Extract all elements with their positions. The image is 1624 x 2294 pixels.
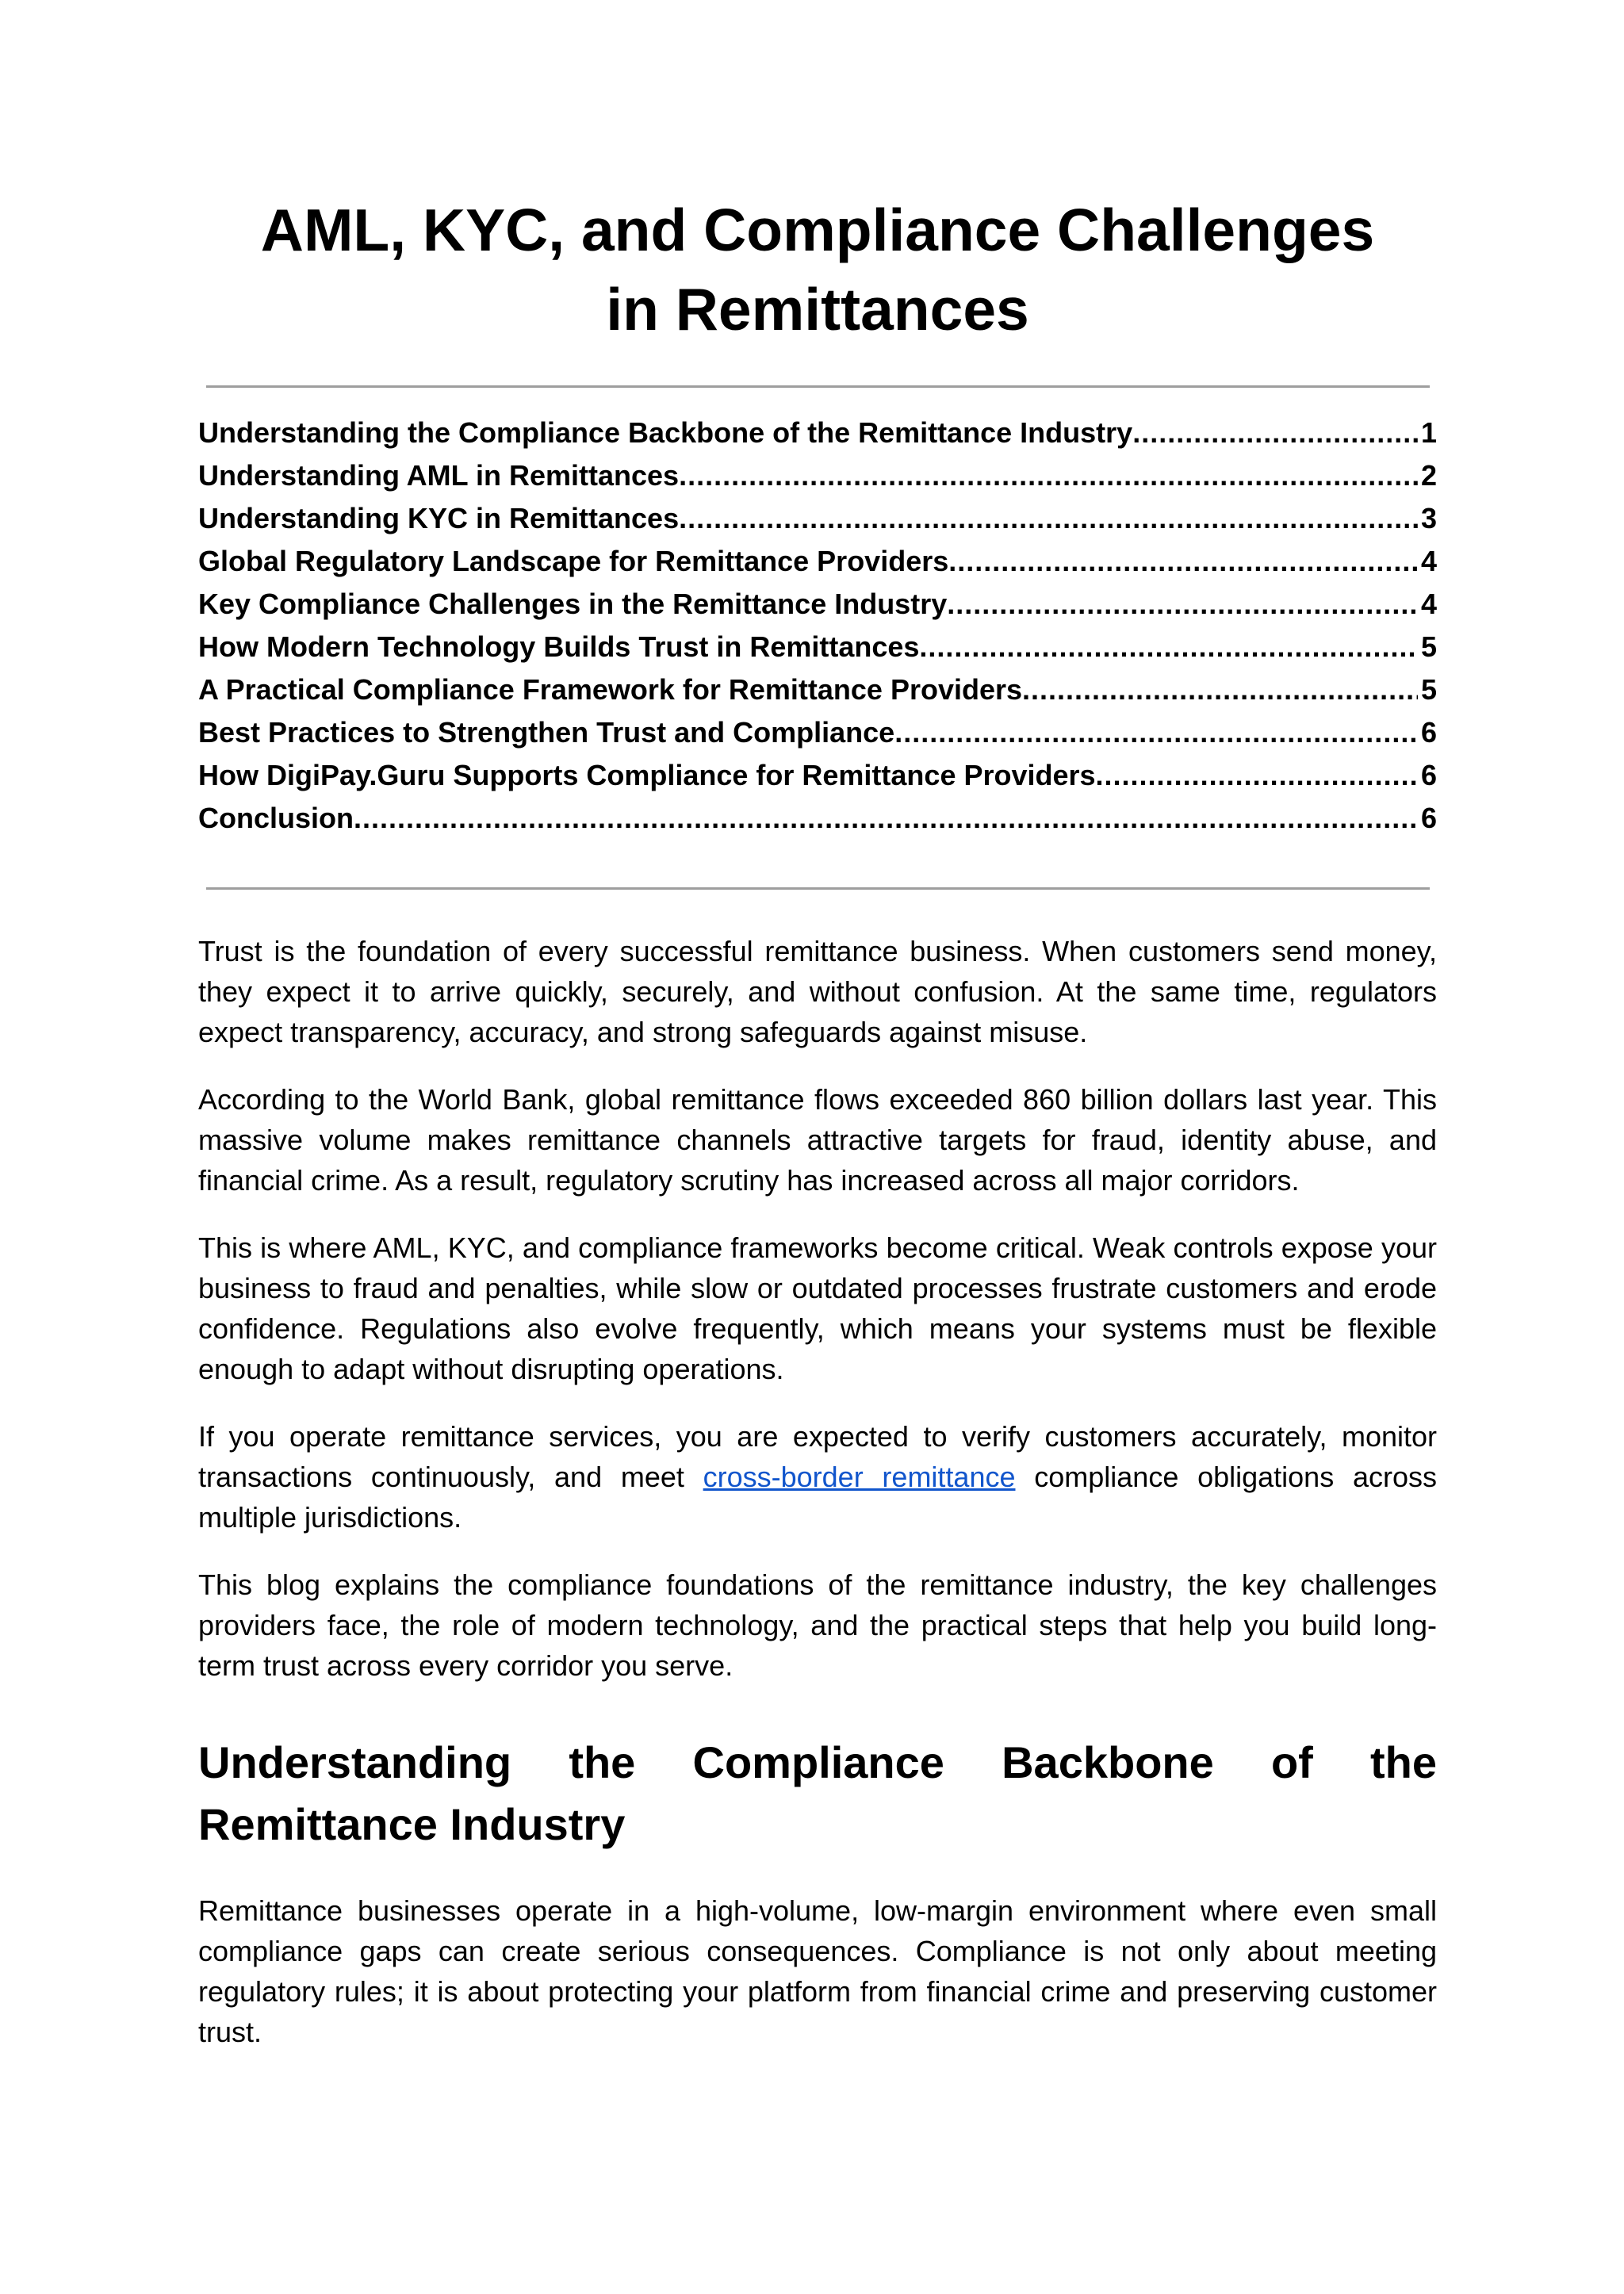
toc-entry[interactable] [198, 412, 1437, 454]
divider-bottom [206, 887, 1430, 890]
toc-entry-title[interactable]: A Practical Compliance Framework for Remittance Providers [198, 673, 1023, 706]
toc-entry[interactable] [198, 754, 1437, 797]
toc-entry-page[interactable]: 1 [1420, 416, 1437, 449]
divider-top [206, 385, 1430, 388]
toc-entry-page[interactable]: 6 [1420, 802, 1437, 834]
toc-leader-dots [894, 711, 1418, 754]
toc-leader-dots [1096, 754, 1418, 797]
intro-paragraph-4-text-after: compliance obligations across multiple jurisdictions. [198, 1461, 1437, 1534]
article-body [198, 931, 1437, 2052]
toc-entry[interactable] [198, 797, 1437, 840]
toc-entry-title[interactable]: Conclusion [198, 802, 354, 834]
toc-leader-dots [679, 454, 1418, 497]
toc-entry[interactable] [198, 583, 1437, 626]
intro-paragraph-4 [198, 1416, 1437, 1538]
cross-border-remittance-link[interactable]: cross-border remittance [703, 1461, 1016, 1493]
toc-leader-dots [1132, 412, 1418, 454]
section-heading-line1: Understanding the Compliance Backbone of the [198, 1737, 1437, 1787]
toc-entry-title[interactable]: Best Practices to Strengthen Trust and Compliance [198, 716, 895, 749]
toc-entry[interactable] [198, 540, 1437, 583]
intro-paragraph-4-text-before: If you operate remittance services, you are expected to verify customers accurately, monitor transactions continuously, and meet [198, 1420, 1437, 1493]
document-page [198, 190, 1437, 2079]
toc-entry-title[interactable]: Understanding the Compliance Backbone of the Remittance Industry [198, 416, 1133, 449]
toc-leader-dots [679, 497, 1418, 540]
toc-entry-page[interactable]: 5 [1420, 630, 1437, 663]
toc-leader-dots [919, 626, 1418, 668]
document-title-line2: in Remittances [606, 276, 1029, 343]
toc-entry-title[interactable]: Understanding KYC in Remittances [198, 502, 680, 534]
toc-entry-page[interactable]: 6 [1420, 716, 1437, 749]
toc-entry[interactable] [198, 454, 1437, 497]
toc-entry[interactable] [198, 626, 1437, 668]
intro-paragraph-1: Trust is the foundation of every successful remittance business. When customers send money, they expect it to arrive quickly, securely, and without confusion. At the same time, regulators expect transparency, accuracy, and strong safeguards against misuse. [198, 935, 1437, 1048]
toc-leader-dots [947, 583, 1418, 626]
toc-leader-dots [354, 797, 1418, 840]
toc-entry[interactable] [198, 497, 1437, 540]
toc-entry[interactable] [198, 668, 1437, 711]
table-of-contents [198, 412, 1437, 840]
toc-entry-page[interactable]: 3 [1420, 502, 1437, 534]
toc-entry-title[interactable]: Key Compliance Challenges in the Remittance Industry [198, 588, 948, 620]
toc-entry-page[interactable]: 6 [1420, 759, 1437, 791]
toc-leader-dots [1022, 668, 1418, 711]
document-title-line1: AML, KYC, and Compliance Challenges [260, 197, 1375, 263]
toc-entry-page[interactable]: 2 [1420, 459, 1437, 492]
intro-paragraph-5: This blog explains the compliance foundations of the remittance industry, the key challenges providers face, the role of modern technology, and the practical steps that help you build long-term trust across every corridor you serve. [198, 1568, 1437, 1682]
toc-entry-page[interactable]: 4 [1420, 588, 1437, 620]
toc-entry-title[interactable]: How Modern Technology Builds Trust in Remittances [198, 630, 920, 663]
toc-leader-dots [948, 540, 1418, 583]
toc-entry-title[interactable]: How DigiPay.Guru Supports Compliance for Remittance Providers [198, 759, 1096, 791]
section-paragraph-1: Remittance businesses operate in a high-volume, low-margin environment where even small compliance gaps can create serious consequences. Compliance is not only about meeting regulatory rules; it is about protecting your platform from financial crime and preserving customer trust. [198, 1894, 1437, 2048]
toc-entry-title[interactable]: Global Regulatory Landscape for Remittance Providers [198, 545, 949, 577]
toc-entry-page[interactable]: 4 [1420, 545, 1437, 577]
section-heading-line2: Remittance Industry [198, 1799, 626, 1849]
toc-entry[interactable] [198, 711, 1437, 754]
section-heading [198, 1732, 1437, 1855]
document-title [198, 190, 1437, 349]
intro-paragraph-3: This is where AML, KYC, and compliance frameworks become critical. Weak controls expose your business to fraud and penalties, while slow or outdated processes frustrate customers and erode confidence. Regulations also evolve frequently, which means your systems must be flexible enough to adapt without disrupting operations. [198, 1231, 1437, 1385]
toc-entry-title[interactable]: Understanding AML in Remittances [198, 459, 680, 492]
toc-entry-page[interactable]: 5 [1420, 673, 1437, 706]
intro-paragraph-2: According to the World Bank, global remittance flows exceeded 860 billion dollars last year. This massive volume makes remittance channels attractive targets for fraud, identity abuse, and financial crime. As a result, regulatory scrutiny has increased across all major corridors. [198, 1083, 1437, 1197]
